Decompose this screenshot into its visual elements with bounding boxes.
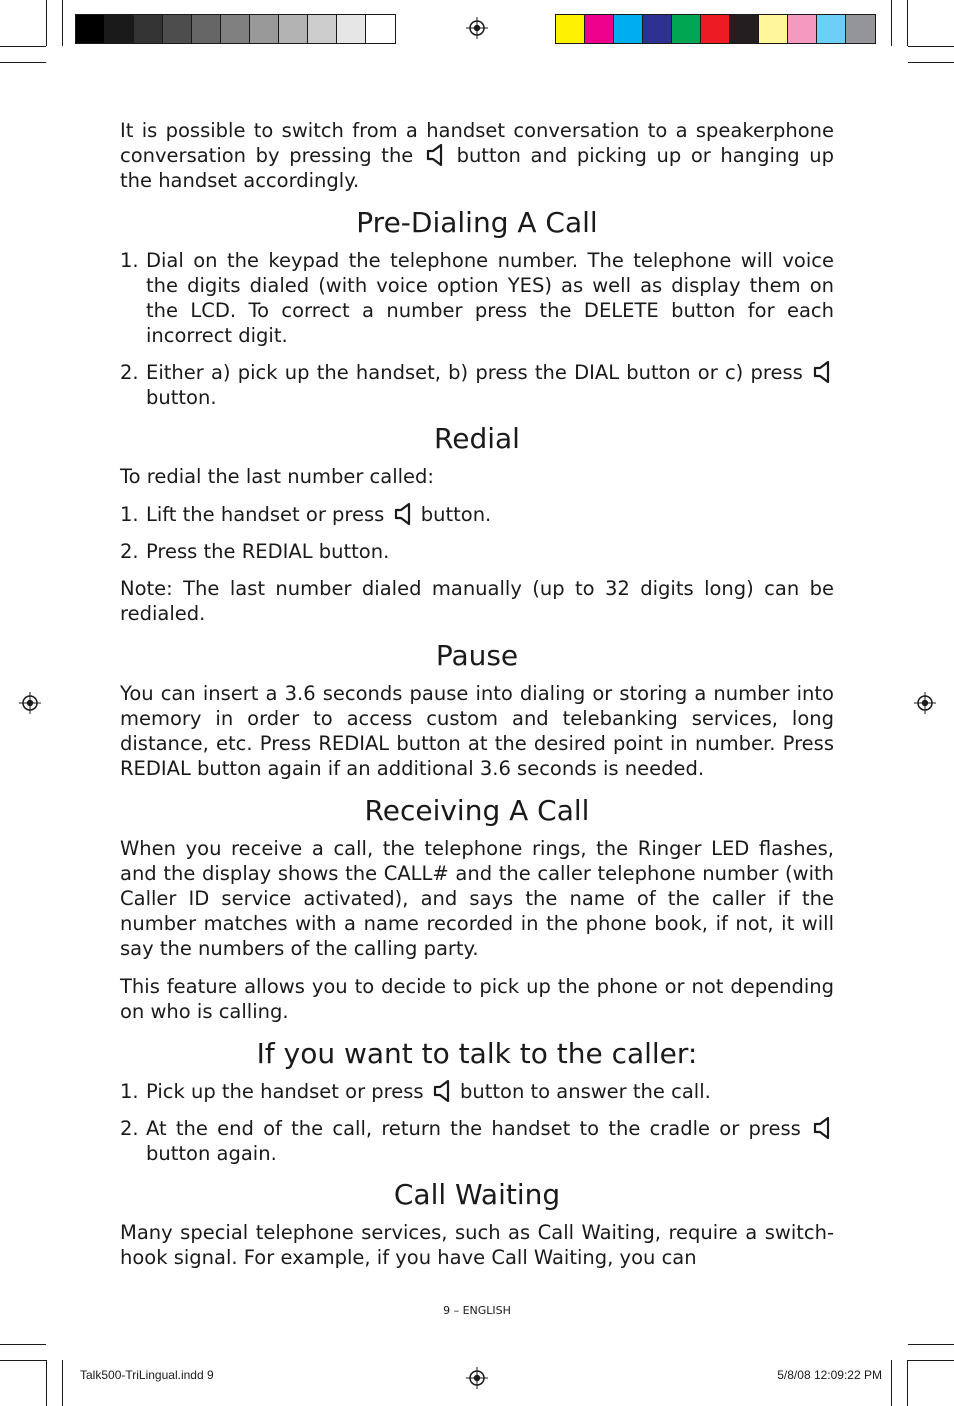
step-number: 2. <box>120 361 139 384</box>
color-patch <box>643 15 672 43</box>
crop-mark <box>908 1360 954 1361</box>
color-patch <box>614 15 643 43</box>
heading-talk-to-caller: If you want to talk to the caller: <box>256 1037 698 1070</box>
crop-mark <box>0 1344 46 1345</box>
crop-mark <box>0 1360 46 1361</box>
crop-mark <box>907 1360 908 1406</box>
color-patch <box>308 15 337 43</box>
color-patch <box>105 15 134 43</box>
slug-filename: Talk500-TriLingual.indd 9 <box>80 1368 214 1382</box>
color-patch <box>250 15 279 43</box>
redial-note: Note: The last number dialed manually (up to 32 digits long) can be redialed. <box>120 577 834 625</box>
list-item <box>120 502 834 527</box>
crop-mark <box>907 0 908 46</box>
color-patch <box>366 15 395 43</box>
color-patch <box>730 15 759 43</box>
heading-pause: Pause <box>435 639 519 672</box>
crop-mark <box>46 1360 47 1406</box>
list-item <box>120 360 834 410</box>
color-patch <box>701 15 730 43</box>
registration-mark-icon <box>466 1367 488 1389</box>
step-number: 1. <box>120 503 139 526</box>
speaker-icon <box>394 502 412 526</box>
redial-intro: To redial the last number called: <box>120 465 434 488</box>
grayscale-color-bar <box>75 14 396 44</box>
speaker-icon <box>813 1116 831 1140</box>
registration-mark-icon <box>19 692 41 714</box>
crop-mark <box>46 0 47 46</box>
color-patch <box>76 15 105 43</box>
page-number: 9 – ENGLISH <box>443 1304 511 1317</box>
list-item <box>120 539 834 564</box>
crop-mark <box>891 0 892 46</box>
color-patch <box>788 15 817 43</box>
registration-mark-icon <box>914 692 936 714</box>
crop-mark <box>62 0 63 46</box>
crop-mark <box>908 46 954 47</box>
color-patch <box>337 15 366 43</box>
color-patch <box>556 15 585 43</box>
crop-mark <box>0 46 46 47</box>
crop-mark <box>62 1360 63 1406</box>
list-item <box>120 1116 834 1166</box>
crop-mark <box>0 62 46 63</box>
pause-paragraph: You can insert a 3.6 seconds pause into dialing or storing a number into memory in order to access custom and telebanking services, long distance, etc. Press REDIAL button at the desired point in number. Press REDIAL button again if an additional 3.6 seconds is needed. <box>120 682 834 780</box>
step-text: Dial on the keypad the telephone number. The telephone will voice the digits dialed (with voice option YES) as well as display them on the LCD. To correct a number press the DELETE button for each incorrect digit. <box>146 249 834 347</box>
registration-mark-icon <box>466 17 488 39</box>
process-color-bar <box>555 14 876 44</box>
slug-timestamp: 5/8/08 12:09:22 PM <box>777 1368 882 1382</box>
color-patch <box>846 15 875 43</box>
speaker-icon <box>426 143 444 167</box>
step-number: 2. <box>120 1117 139 1140</box>
step-text: Lift the handset or press button. <box>146 503 492 526</box>
heading-redial: Redial <box>434 422 520 455</box>
crop-mark <box>908 1344 954 1345</box>
crop-mark <box>908 62 954 63</box>
heading-pre-dialing: Pre-Dialing A Call <box>356 206 598 239</box>
color-patch <box>759 15 788 43</box>
list-item <box>120 1079 834 1104</box>
heading-receiving-call: Receiving A Call <box>364 794 590 827</box>
color-patch <box>163 15 192 43</box>
step-number: 1. <box>120 1080 139 1103</box>
color-patch <box>585 15 614 43</box>
step-number: 1. <box>120 249 139 272</box>
step-text: Pick up the handset or press button to answer the call. <box>146 1080 711 1103</box>
list-item <box>120 248 834 348</box>
color-patch <box>672 15 701 43</box>
receiving-paragraph: This feature allows you to decide to pick up the phone or not depending on who is calling. <box>120 975 834 1023</box>
speaker-icon <box>433 1079 451 1103</box>
step-number: 2. <box>120 540 139 563</box>
color-patch <box>279 15 308 43</box>
page-content <box>120 118 834 1283</box>
step-text: At the end of the call, return the handset to the cradle or press button again. <box>146 1116 834 1166</box>
step-text: Press the REDIAL button. <box>146 540 390 563</box>
color-patch <box>134 15 163 43</box>
receiving-paragraph: When you receive a call, the telephone rings, the Ringer LED flashes, and the display shows the CALL# and the caller telephone number (with Caller ID service activated), and says the name of the caller if the number matches with a name recorded in the phone book, if not, it will say the numbers of the calling party. <box>120 837 834 960</box>
color-patch <box>817 15 846 43</box>
step-text: Either a) pick up the handset, b) press the DIAL button or c) press button. <box>146 360 834 410</box>
call-waiting-paragraph: Many special telephone services, such as Call Waiting, require a switch-hook signal. For example, if you have Call Waiting, you can <box>120 1221 834 1269</box>
intro-paragraph: It is possible to switch from a handset conversation to a speakerphone conversation by pressing the button and picking up or hanging up the handset accordingly. <box>120 119 834 192</box>
color-patch <box>221 15 250 43</box>
crop-mark <box>891 1360 892 1406</box>
heading-call-waiting: Call Waiting <box>393 1178 561 1211</box>
speaker-icon <box>813 360 831 384</box>
color-patch <box>192 15 221 43</box>
